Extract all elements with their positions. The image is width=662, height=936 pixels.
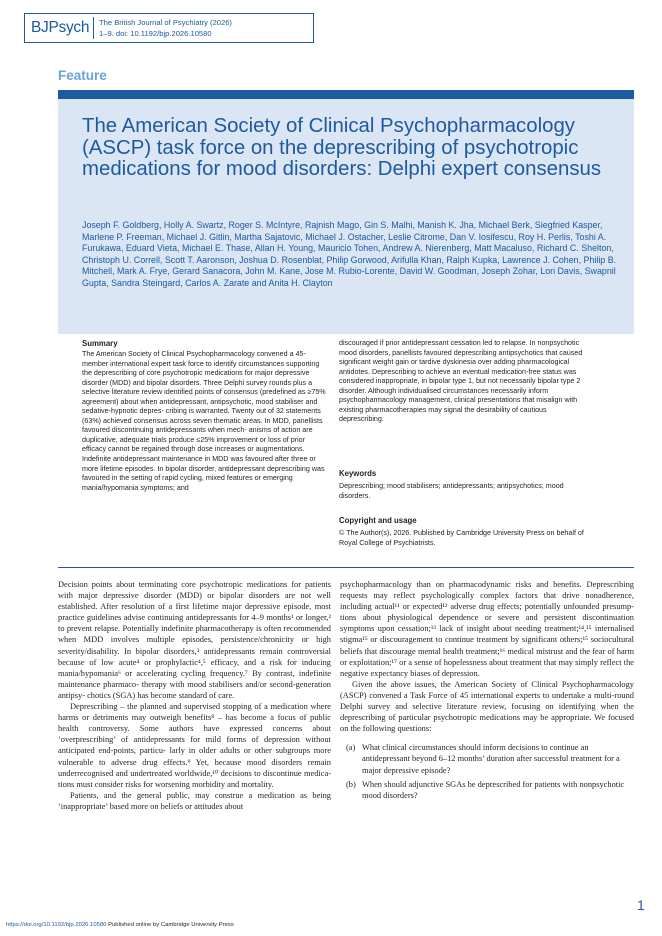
body-paragraph: psychopharmacology than on pharmacodynamic risks and benefits. Deprescribing requests may reflect psychologically complex factors that drive nonadherence, including actual¹¹ or expected¹² adverse drug effects; potentially unfounded presump- tions about physiological dependence or severe and persistent discontinuation symptoms upon cessation;¹³ lack of insight about needing treatment;¹⁴,¹⁵ internalised stigma¹⁵ or discouragement to continue treatment by significant others;¹⁵ sociocultural beliefs that discourage mental health treatment;¹⁶ medical mistrust and the fear of harm or exploitation;¹⁷ or a sense of hopelessness about treatment that may simply reflect the negative expectancy biases of depression. — [340, 580, 634, 678]
summary-text-right: discouraged if prior antidepressant cessation led to relapse. In nonpsychotic mood disorders, panellists favoured deprescribing antipsychotics that caused significant weight gain or tardive dyskinesia over adding pharmacological antidotes. Deprescribing to achieve an eventual medication-free status was considered inappropriate, in bipolar type 1, but not necessarily bipolar type 2 disorder. Although individualised circumstances necessarily inform psychopharmacology management, clinical presentations that misalign with existing pharmacotherapies may signal the desirability of cautious deprescribing. — [339, 339, 583, 424]
keywords-heading: Keywords — [339, 469, 377, 478]
question-text: When should adjunctive SGAs be deprescribed for patients with nonpsychotic mood disorders? — [362, 779, 625, 800]
journal-logo: BJPsych — [31, 19, 90, 36]
body-paragraph: Given the above issues, the American Society of Clinical Psychopharmacology (ASCP) convened a Task Force of 45 international experts to undertake a multi-round Delphi survey and selective literature review, focusing on identifying when the deprescribing of particular psychotropic medications may be appropriate. We focused on the following questions: — [340, 679, 634, 734]
section-separator — [58, 567, 634, 568]
journal-info — [99, 17, 232, 39]
page-number: 1 — [637, 897, 645, 913]
section-label: Feature — [58, 68, 107, 83]
body-column-right — [340, 579, 634, 801]
publisher-note: Published online by Cambridge University Press — [108, 922, 234, 928]
journal-name: The British Journal of Psychiatry (2026) — [99, 18, 232, 27]
body-column-left — [58, 579, 331, 812]
journal-citation[interactable]: 1–9. doi: 10.1192/bjp.2026.10580 — [99, 29, 212, 38]
body-paragraph: Deprescribing – the planned and supervised stopping of a medication where harms or detriments may outweigh benefits⁸ – has become a focus of public health controversy. Some authors have expressed concerns about ‘overprescribing’ of antidepressants for mild forms of depression without anticipated end-points, particu- larly in older adults or other subgroups more vulnerable to adverse drug effects.⁹ Yet, because mood disorders remain underrecognised and undertreated worldwide,¹⁰ decisions to discontinue medica- tions must consider risks for worsening morbidity and mortality. — [58, 702, 331, 789]
question-label: (b) — [346, 779, 356, 789]
summary-text-left: The American Society of Clinical Psychopharmacology convened a 45-member international expert task force to identify circumstances supporting the deprescribing of core psychotropic medications for major depressive disorder (MDD) and bipolar disorders. Three Delphi survey rounds plus a selective literature review identified points of consensus (predefined as ≥75% agreement) about when antidepressant, antipsychotic, mood stabiliser and sedative-hypnotic depres- cribing is warranted. Twenty out of 32 statements (63%) achieved consensus across seven thematic areas. In MDD, panellists favoured discontinuing antidepressants when mech- anisms of action are duplicative, adequate trials produce ≤25% improvement or loss of prior efficacy cannot be regained through dose increases or augmentations. Indefinite antidepressant maintenance in MDD was favoured after three or more lifetime episodes. In bipolar disorder, antidepressant deprescribing was favoured in the setting of rapid cycling, mixed features or emerging mania/hypomania symptoms; and — [82, 350, 326, 492]
body-paragraph: Decision points about terminating core psychotropic medications for patients with major depressive disorder (MDD) or bipolar disorders are not well established. After resolution of a first lifetime major depressive episode, most practice guidelines advise continuing antidepressants for 4–9 months¹ or longer,² to prevent relapse. Potentially indefinite pharmacotherapy is often recommended when MDD involves multiple episodes, persistence/chronicity or high severity/disability. In bipolar disorders,³ antidepressants remain controversial because of low acute⁴ or prophylactic⁴,⁵ efficacy, and a risk for inducing mania/hypomania⁶ or accelerating cycling frequency.⁷ By contrast, indefinite maintenance pharmaco- therapy with mood stabilisers and/or second-generation antipsy- chotics (SGA) has become standard of care. — [58, 580, 331, 700]
title-accent-bar — [58, 90, 634, 99]
journal-header-box — [24, 13, 314, 43]
author-list: Joseph F. Goldberg, Holly A. Swartz, Roger S. McIntyre, Rajnish Mago, Gin S. Malhi, Manish K. Jha, Michael Berk, Siegfried Kasper, Marlene P. Freeman, Michael J. Gitlin, Martha Sajatovic, Michael J. Ostacher, Leslie Citrome, Dan V. Iosifescu, Roy H. Perlis, Toshi A. Furukawa, Eduard Vieta, Michael E. Thase, Allan H. Young, Mauricio Tohen, Andrew A. Nierenberg, Matt Macaluso, Richard C. Shelton, Christoph U. Correll, Scott T. Aaronson, Joshua D. Rosenblat, Philip Gorwood, Arifulla Khan, Ralph Kupka, Lawrence J. Cohen, Philip B. Mitchell, Mark A. Frye, Gerard Sanacora, John M. Kane, Jose M. Rubio-Lorente, David W. Goodman, Joseph Zohar, Lori Davis, Swapnil Gupta, Sandra Steingard, Carlos A. Zarate and Anita H. Clayton — [82, 220, 617, 288]
body-paragraph: Patients, and the general public, may construe a medication as being ‘inappropriate’ based more on beliefs or attitudes about — [58, 790, 331, 811]
doi-link[interactable]: https://doi.org/10.1192/bjp.2026.10580 — [6, 922, 107, 928]
question-item — [340, 742, 634, 775]
question-text: What clinical circumstances should inform decisions to continue an antidepressant beyond 6–12 months’ duration after successful treatment for a major depressive episode? — [362, 743, 620, 775]
article-title: The American Society of Clinical Psychopharmacology (ASCP) task force on the deprescribing of psychotropic medications for mood disorders: Delphi expert consensus — [82, 115, 602, 181]
summary-heading: Summary — [82, 339, 118, 348]
copyright-text: © The Author(s), 2026. Published by Cambridge University Press on behalf of Royal College of Psychiatrists. — [339, 529, 584, 547]
page-footer — [6, 922, 234, 928]
question-item — [340, 779, 634, 801]
keywords-text: Deprescribing; mood stabilisers; antidepressants; antipsychotics; mood disorders. — [339, 482, 564, 500]
copyright-heading: Copyright and usage — [339, 516, 417, 525]
question-label: (a) — [346, 743, 356, 753]
logo-divider — [93, 17, 94, 39]
